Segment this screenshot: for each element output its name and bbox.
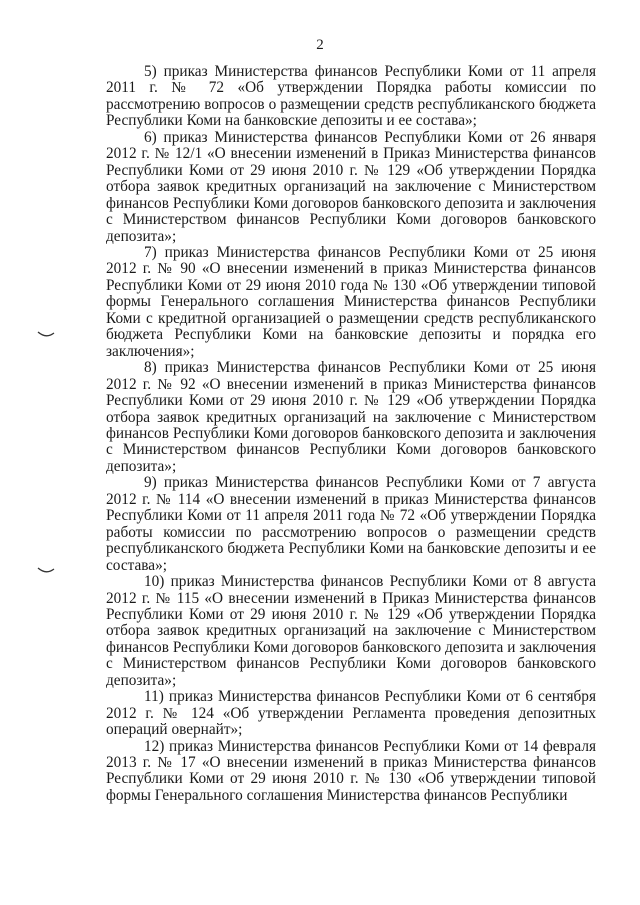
document-body [106, 64, 596, 804]
list-item-5: 5) приказ Министерства финансов Республики Коми от 11 апреля 2011 г. № 72 «Об утверждении Порядка работы комиссии по рассмотрению вопросов о размещении средств республиканского бюджета Республики Коми на банковские депозиты и ее состава»; [106, 63, 596, 130]
list-item-8: 8) приказ Министерства финансов Республики Коми от 25 июня 2012 г. № 92 «О внесении изменений в приказ Министерства финансов Республики Коми от 29 июня 2010 г. № 129 «Об утверждении Порядка отбора заявок кредитных организаций на заключение с Министерством финансов Республики Коми договоров банковского депозита и заключения с Министерством финансов Республики Коми договоров банковского депозита»; [106, 359, 596, 475]
list-item-7: 7) приказ Министерства финансов Республики Коми от 25 июня 2012 г. № 90 «О внесении изменений в приказ Министерства финансов Республики Коми от 29 июня 2010 года № 130 «Об утверждении типовой формы Генерального соглашения Министерства финансов Республики Коми с кредитной организацией о размещении средств республиканского бюджета Республики Коми на банковские депозиты и порядка его заключения»; [106, 243, 596, 360]
page-number: 2 [316, 37, 324, 53]
punch-hole-mark-icon [36, 330, 56, 340]
list-item-6: 6) приказ Министерства финансов Республики Коми от 26 января 2012 г. № 12/1 «О внесении изменений в Приказ Министерства финансов Республики Коми от 29 июня 2010 г. № 129 «Об утверждении Порядка отбора заявок кредитных организаций на заключение с Министерством финансов Республики Коми договоров банковского депозита и заключения с Министерством финансов Республики Коми договоров банковского депозита»; [106, 128, 596, 245]
list-item-11: 11) приказ Министерства финансов Республики Коми от 6 сентября 2012 г. № 124 «Об утверждении Регламента проведения депозитных операций овернайт»; [106, 688, 596, 739]
list-item-9: 9) приказ Министерства финансов Республики Коми от 7 августа 2012 г. № 114 «О внесении изменений в приказ Министерства финансов Республики Коми от 11 апреля 2011 года № 72 «Об утверждении Порядка работы комиссии по рассмотрению вопросов о размещении средств республиканского бюджета Республики Коми на банковские депозиты и ее состава»; [106, 474, 596, 574]
punch-hole-mark-icon [36, 566, 56, 576]
list-item-12: 12) приказ Министерства финансов Республики Коми от 14 февраля 2013 г. № 17 «О внесении изменений в приказ Министерства финансов Республики Коми от 29 июня 2010 г. № 130 «Об утверждении типовой формы Генерального соглашения Министерства финансов Республики [106, 737, 596, 804]
list-item-10: 10) приказ Министерства финансов Республики Коми от 8 августа 2012 г. № 115 «О внесении изменений в Приказ Министерства финансов Республики Коми от 29 июня 2010 г. № 129 «Об утверждении Порядка отбора заявок кредитных организаций на заключение с Министерством финансов Республики Коми договоров банковского депозита и заключения с Министерством финансов Республики Коми договоров банковского депозита»; [106, 573, 596, 689]
